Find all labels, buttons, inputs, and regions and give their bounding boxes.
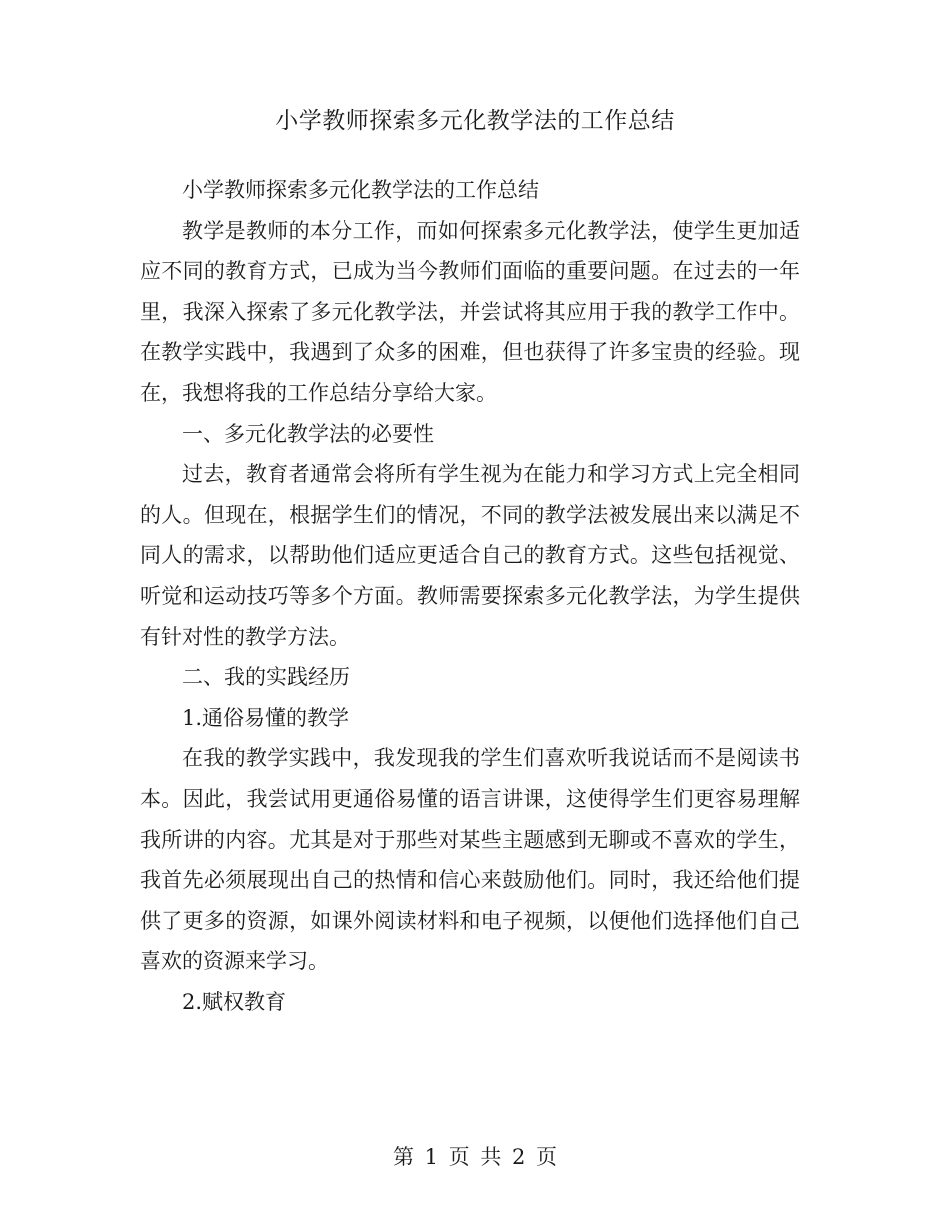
subsection-1-paragraph: 在我的教学实践中，我发现我的学生们喜欢听我说话而不是阅读书本。因此，我尝试用更通俗易懂的语言讲课，这使得学生们更容易理解我所讲的内容。尤其是对于那些对某些主题感到无聊或不喜欢的学生，我首先必须展现出自己的热情和信心来鼓励他们。同时，我还给他们提供了更多的资源，如课外阅读材料和电子视频，以便他们选择他们自己喜欢的资源来学习。 — [140, 746, 800, 974]
document-title: 小学教师探索多元化教学法的工作总结 — [275, 108, 675, 134]
document-body — [140, 170, 800, 1022]
section-heading-1: 一、多元化教学法的必要性 — [182, 421, 434, 446]
page-footer: 第 1 页 共 2 页 — [392, 1145, 558, 1169]
subsection-heading-1: 1.通俗易懂的教学 — [182, 705, 350, 730]
subtitle-paragraph: 小学教师探索多元化教学法的工作总结 — [182, 178, 539, 202]
section-1-paragraph: 过去，教育者通常会将所有学生视为在能力和学习方式上完全相同的人。但现在，根据学生们的情况，不同的教学法被发展出来以满足不同人的需求，以帮助他们适应更适合自己的教育方式。这些包括视觉、听觉和运动技巧等多个方面。教师需要探索多元化教学法，为学生提供有针对性的教学方法。 — [140, 462, 800, 649]
intro-paragraph: 教学是教师的本分工作，而如何探索多元化教学法，使学生更加适应不同的教育方式，已成为当今教师们面临的重要问题。在过去的一年里，我深入探索了多元化教学法，并尝试将其应用于我的教学工作中。在教学实践中，我遇到了众多的困难，但也获得了许多宝贵的经验。现在，我想将我的工作总结分享给大家。 — [140, 218, 800, 405]
subsection-heading-2: 2.赋权教育 — [182, 989, 287, 1014]
section-heading-2: 二、我的实践经历 — [182, 665, 350, 690]
